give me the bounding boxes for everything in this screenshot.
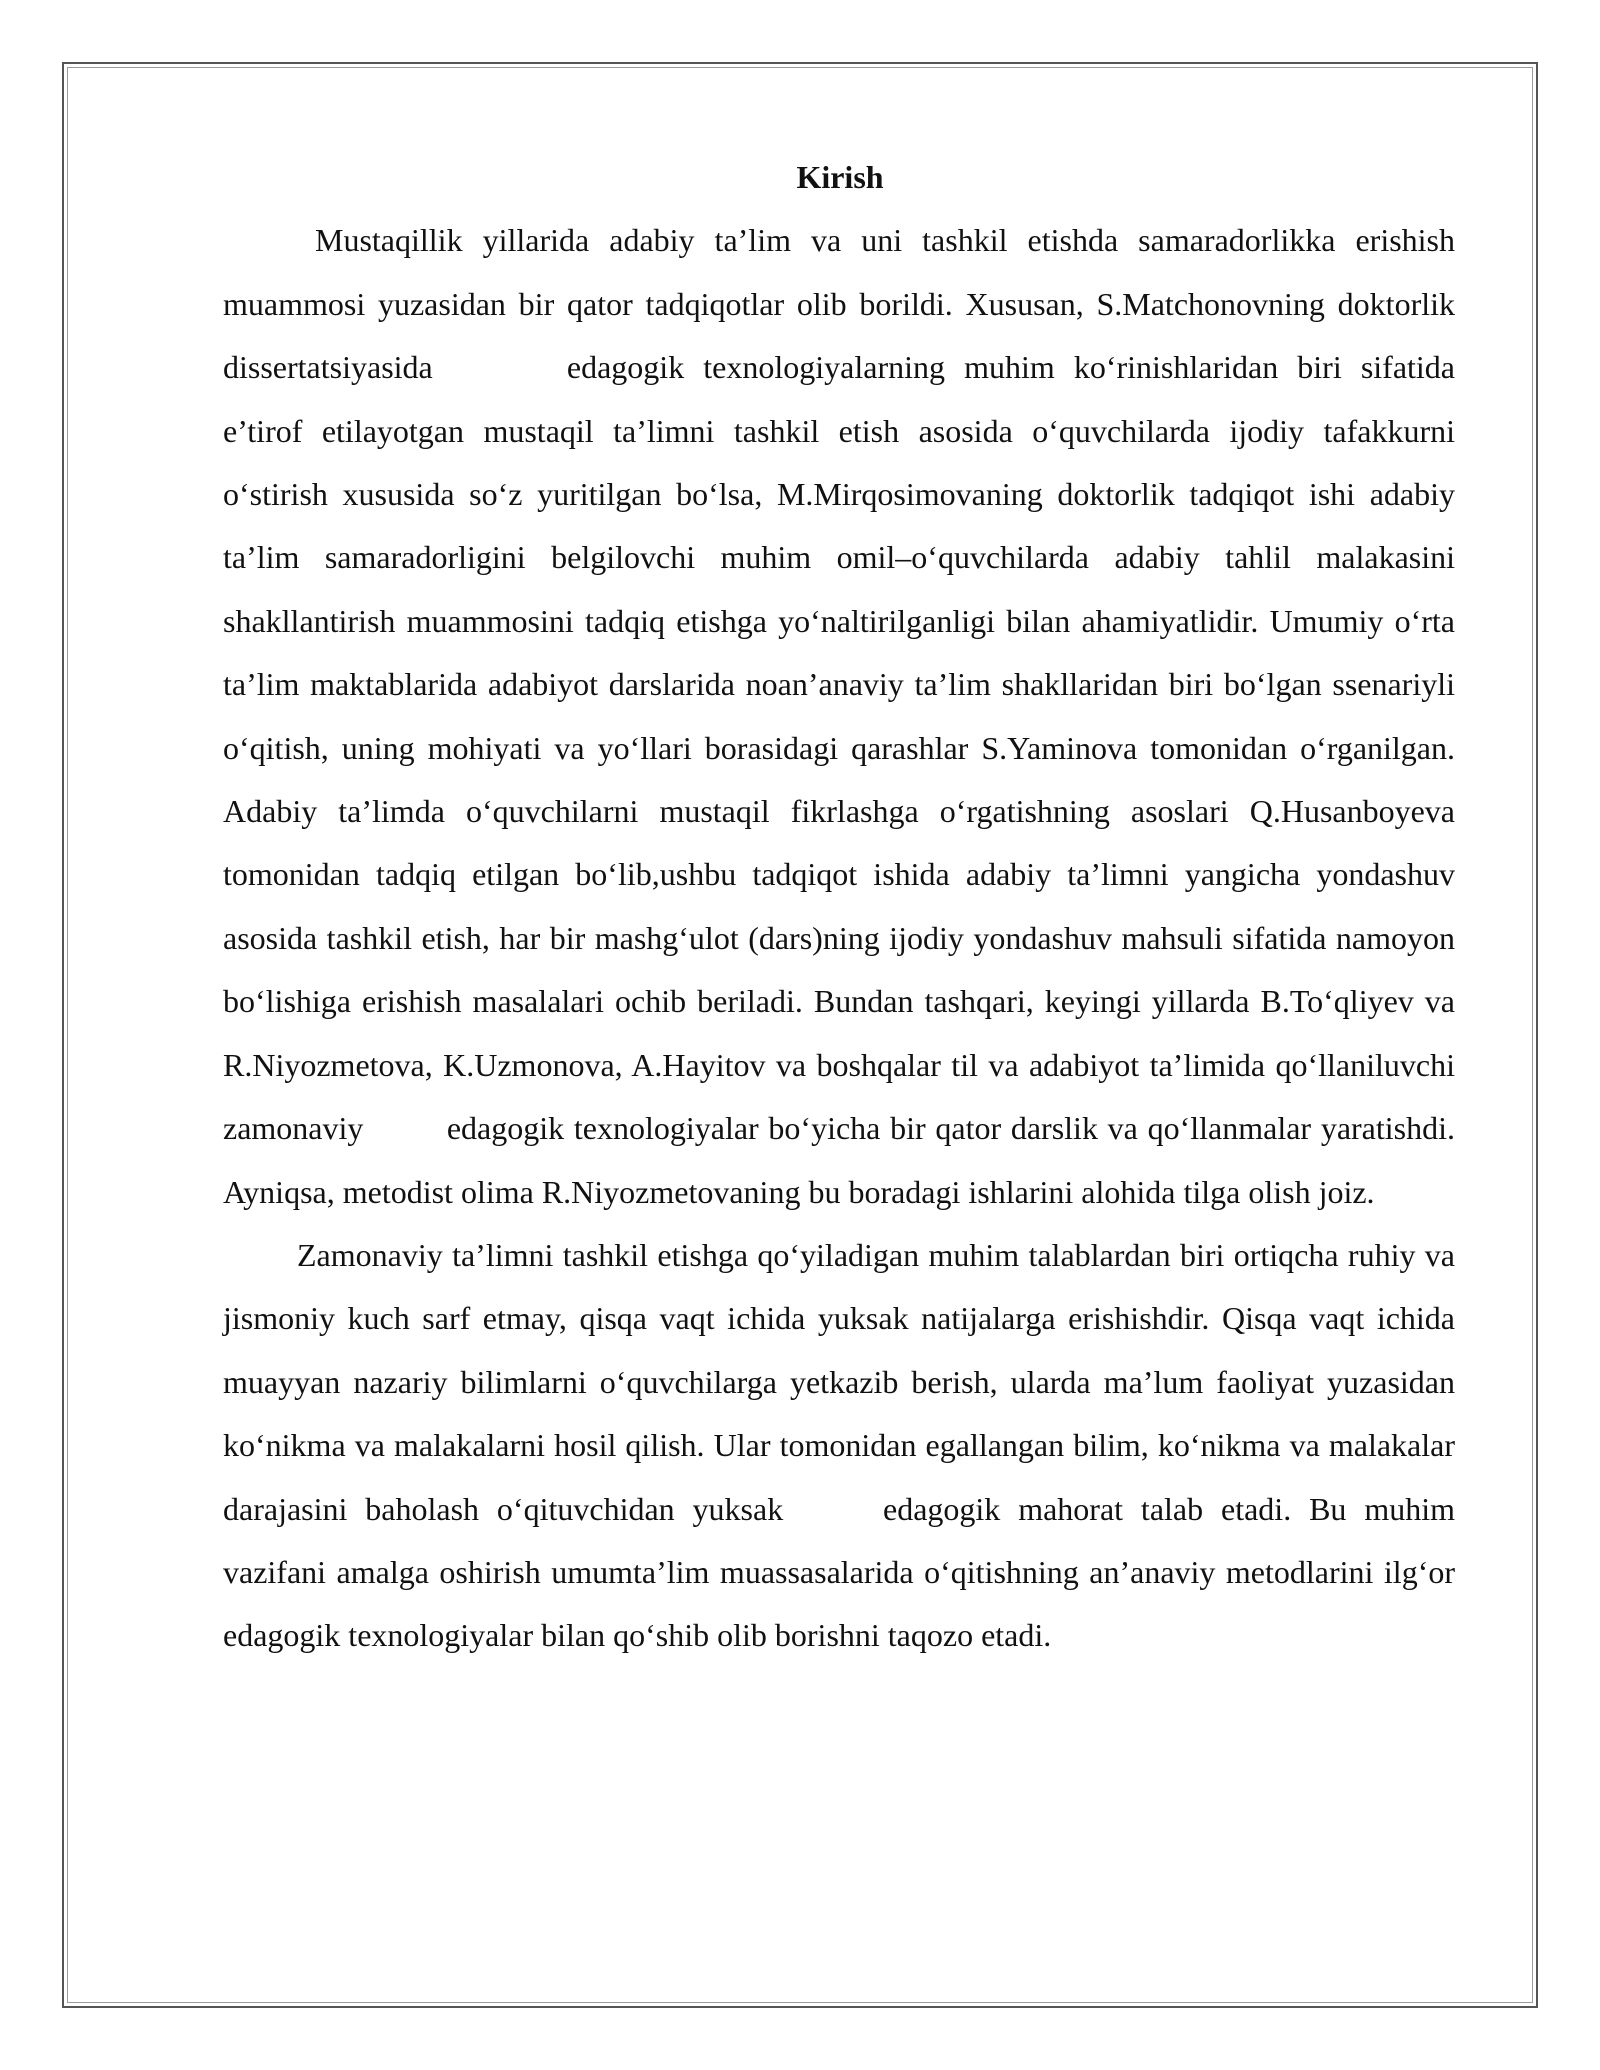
document-title: Kirish <box>796 159 884 195</box>
document-body <box>223 146 1455 1668</box>
paragraph-2: Zamonaviy ta’limni tashkil etishga qo‘yiladigan muhim talablardan biri ortiqcha ruhiy va jismoniy kuch sarf etmay, qisqa vaqt ichida yuksak natijalarga erishishdir. Qisqa vaqt ichida muayyan nazariy bilimlarni o‘quvchilarga yetkazib berish, ularda ma’lum faoliyat yuzasidan ko‘nikma va malakalarni hosil qilish. Ular tomonidan egallangan bilim, ko‘nikma va malakalar darajasini baholash o‘qituvchidan yuksak edagogik mahorat talab etadi. Bu muhim vazifani amalga oshirish umumta’lim muassasalarida o‘qitishning an’anaviy metodlarini ilg‘or edagogik texnologiyalar bilan qo‘shib olib borishni taqozo etadi. <box>223 1236 1455 1654</box>
paragraph-1: Mustaqillik yillarida adabiy ta’lim va uni tashkil etishda samaradorlikka erishish muammosi yuzasidan bir qator tadqiqotlar olib borildi. Xususan, S.Matchonovning doktorlik dissertatsiyasida edagogik texnologiyalarning muhim ko‘rinishlaridan biri sifatida e’tirof etilayotgan mustaqil ta’limni tashkil etish asosida o‘quvchilarda ijodiy tafakkurni o‘stirish xususida so‘z yuritilgan bo‘lsa, M.Mirqosimovaning doktorlik tadqiqot ishi adabiy ta’lim samaradorligini belgilovchi muhim omil–o‘quvchilarda adabiy tahlil malakasini shakllantirish muammosini tadqiq etishga yo‘naltirilganligi bilan ahamiyatlidir. Umumiy o‘rta ta’lim maktablarida adabiyot darslarida noan’anaviy ta’lim shakllaridan biri bo‘lgan ssenariyli o‘qitish, uning mohiyati va yo‘llari borasidagi qarashlar S.Yaminova tomonidan o‘rganilgan. Adabiy ta’limda o‘quvchilarni mustaqil fikrlashga o‘rgatishning asoslari Q.Husanboyeva tomonidan tadqiq etilgan bo‘lib,ushbu tadqiqot ishida adabiy ta’limni yangicha yondashuv asosida tashkil etish, har bir mashg‘ulot (dars)ning ijodiy yondashuv mahsuli sifatida namoyon bo‘lishiga erishish masalalari ochib beriladi. Bundan tashqari, keyingi yillarda B.To‘qliyev va R.Niyozmetova, K.Uzmonova, A.Hayitov va boshqalar til va adabiyot ta’limida qo‘llaniluvchi zamonaviy edagogik texnologiyalar bo‘yicha bir qator darslik va qo‘llanmalar yaratishdi. Ayniqsa, metodist olima R.Niyozmetovaning bu boradagi ishlarini alohida tilga olish joiz. <box>223 222 1455 1210</box>
